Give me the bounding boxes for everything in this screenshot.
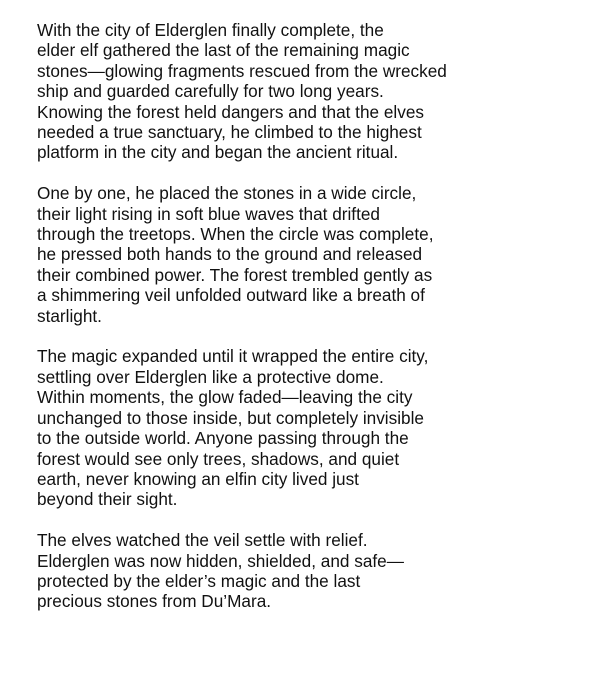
text-line: Knowing the forest held dangers and that the elves (37, 101, 424, 122)
text-line: platform in the city and began the ancient ritual. (37, 142, 399, 163)
text-line: settling over Elderglen like a protective dome. (37, 366, 384, 387)
text-line: through the treetops. When the circle was complete, (37, 224, 434, 245)
text-line: Within moments, the glow faded—leaving the city (37, 387, 413, 408)
text-line: elder elf gathered the last of the remaining magic (37, 40, 410, 61)
paragraph-3 (37, 346, 497, 509)
text-line: The magic expanded until it wrapped the entire city, (37, 346, 429, 367)
text-line: forest would see only trees, shadows, and quiet (37, 448, 400, 469)
text-line: their light rising in soft blue waves that drifted (37, 203, 380, 224)
text-line: a shimmering veil unfolded outward like a breath of (37, 285, 425, 306)
paragraph-1 (37, 20, 497, 163)
text-line: beyond their sight. (37, 489, 178, 510)
text-line: their combined power. The forest trembled gently as (37, 264, 433, 285)
text-line: starlight. (37, 305, 102, 326)
paragraph-4 (37, 530, 497, 612)
text-line: Elderglen was now hidden, shielded, and safe— (37, 550, 404, 571)
document-body (37, 20, 497, 632)
paragraph-2 (37, 183, 497, 326)
text-line: he pressed both hands to the ground and released (37, 244, 423, 265)
text-line: unchanged to those inside, but completely invisible (37, 407, 424, 428)
text-line: stones—glowing fragments rescued from the wrecked (37, 60, 447, 81)
text-line: earth, never knowing an elfin city lived just (37, 468, 359, 489)
text-line: ship and guarded carefully for two long years. (37, 81, 384, 102)
text-line: One by one, he placed the stones in a wide circle, (37, 183, 417, 204)
text-line: needed a true sanctuary, he climbed to the highest (37, 122, 422, 143)
text-line: protected by the elder’s magic and the last (37, 570, 361, 591)
text-line: to the outside world. Anyone passing through the (37, 428, 409, 449)
text-line: The elves watched the veil settle with relief. (37, 530, 368, 551)
text-line: With the city of Elderglen finally complete, the (37, 20, 384, 40)
text-line: precious stones from Du’Mara. (37, 591, 272, 612)
